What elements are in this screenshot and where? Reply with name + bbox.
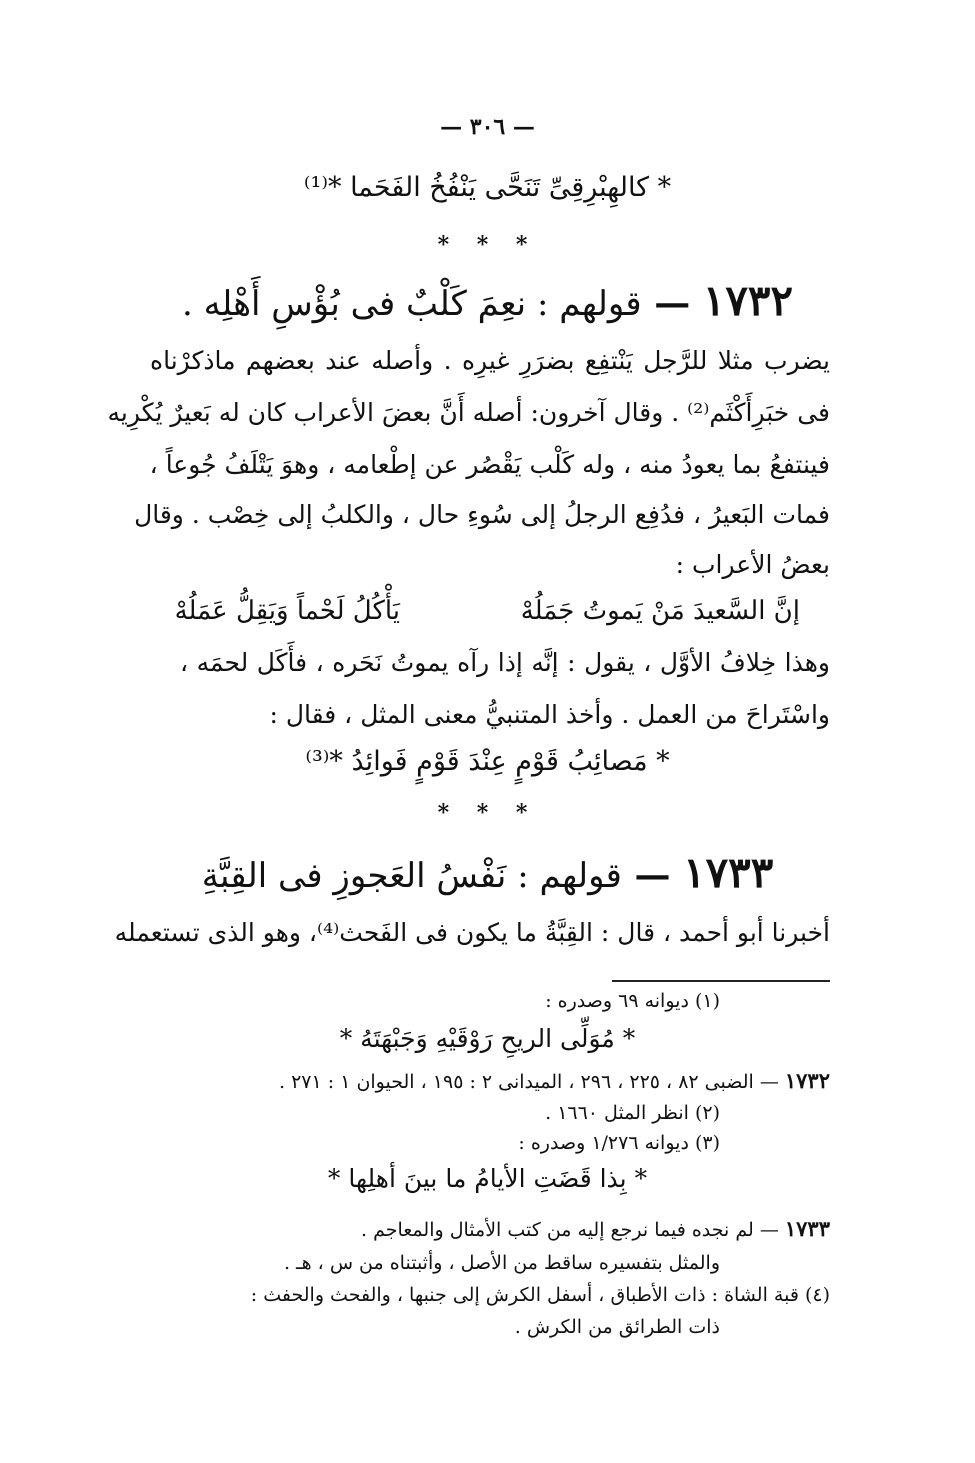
footnote-1-verse: * مُوَلِّى الريحِ رَوْقَيْهِ وَجَبْهَتَهُ *: [339, 1024, 636, 1053]
reference-number: ١٧٣٢: [784, 1068, 830, 1093]
reference-text: — الضبى ٨٢ ، ٢٢٥ ، ٢٩٦ ، الميدانى ٢ : ١٩٥ ، الحيوان ١ : ٢٧١ .: [278, 1071, 785, 1093]
footnote-3: (٣) ديوانه ١/٢٧٦ وصدره :: [518, 1132, 720, 1154]
reference-number: ١٧٣٣: [784, 1216, 830, 1241]
reference-text: — لم نجده فيما نرجع إليه من كتب الأمثال والمعاجم .: [361, 1219, 785, 1241]
paragraph-line: يضرب مثلا للرَّجل يَنْتفِع بضرَرِ غيرِه . وأصله عند بعضهم ماذكرْناه: [150, 346, 830, 375]
entry-title: قولهم : نَفْسُ العَجوزِ فى القِبَّةِ: [201, 856, 622, 896]
paragraph-line: فينتفعُ بما يعودُ منه ، وله كَلْب يَقْصُر عن إطْعامه ، وهوَ يَتْلَفُ جُوعاً ،: [149, 450, 830, 479]
mutanabbi-verse: * مَصائِبُ قَوْمٍ عِنْدَ قَوْمٍ فَوائِدُ *⁽³⁾: [305, 746, 670, 777]
footnote-4-continuation: ذات الطرائق من الكرش .: [514, 1316, 720, 1338]
page-number: — ٣٠٦ —: [440, 114, 535, 140]
paragraph-line: فمات البَعيرُ ، فدُفِع الرجلُ إلى سُوءِ حال ، والكلبُ إلى خِصْب . وقال: [134, 500, 830, 529]
reference-1733: [140, 1216, 830, 1241]
section-separator: * * *: [437, 800, 538, 826]
opening-verse: * كالهِبْرِقِىِّ تَنَحَّى يَنْفُخُ الفَحَما *⁽¹⁾: [303, 172, 672, 203]
entry-dash: —: [641, 282, 703, 324]
verse-second-hemistich: يَأْكُلُ لَحْماً وَيَقِلُّ عَمَلُهْ: [174, 596, 400, 626]
entry-number: ١٧٣٣: [683, 848, 774, 897]
section-separator: * * *: [437, 232, 538, 258]
footnote-2: (٢) انظر المثل ١٦٦٠ .: [545, 1102, 720, 1124]
paragraph-line: أخبرنا أبو أحمد ، قال : القِبَّةُ ما يكون فى الفَحث⁽⁴⁾، وهو الذى تستعمله: [114, 918, 830, 947]
entry-heading-1733: [0, 848, 975, 897]
footnote-1: (١) ديوانه ٦٩ وصدره :: [545, 990, 720, 1012]
entry-title: قولهم : نعِمَ كَلْبٌ فى بُؤْسِ أَهْلِه .: [181, 284, 642, 324]
paragraph-line: وهذا خِلافُ الأوَّل ، يقول : إنَّه إذا رآه يموتُ نَحَره ، فأَكَل لحمَه ،: [180, 648, 830, 677]
paragraph-line: بعضُ الأعراب :: [675, 550, 830, 579]
entry-number: ١٧٣٢: [702, 276, 793, 325]
footnote-divider: [612, 980, 830, 982]
entry-dash: —: [621, 854, 684, 896]
reference-1732: [140, 1068, 830, 1093]
footnote-3-verse: * بِذا قَضَتِ الأيامُ ما بينَ أهلِها *: [327, 1164, 648, 1193]
reference-1733-continuation: والمثل بتفسيره ساقط من الأصل ، وأثبتناه من س ، هـ .: [283, 1252, 720, 1274]
paragraph-line: فى خبَرِأَكْثَم⁽²⁾ . وقال آخرون: أصله أَنَّ بعضَ الأعراب كان له بَعيرٌ يُكْرِيه: [107, 398, 830, 427]
paragraph-line: واسْتَراحَ من العمل . وأخذ المتنبيُّ معنى المثل ، فقال :: [269, 700, 830, 729]
entry-heading-1732: [0, 276, 975, 325]
verse-first-hemistich: إنَّ السَّعيدَ مَنْ يَموتُ جَمَلُهْ: [520, 596, 800, 626]
footnote-4: (٤) قبة الشاة : ذات الأطباق ، أسفل الكرش إلى جنبها ، والفحث والحفث :: [250, 1284, 830, 1306]
